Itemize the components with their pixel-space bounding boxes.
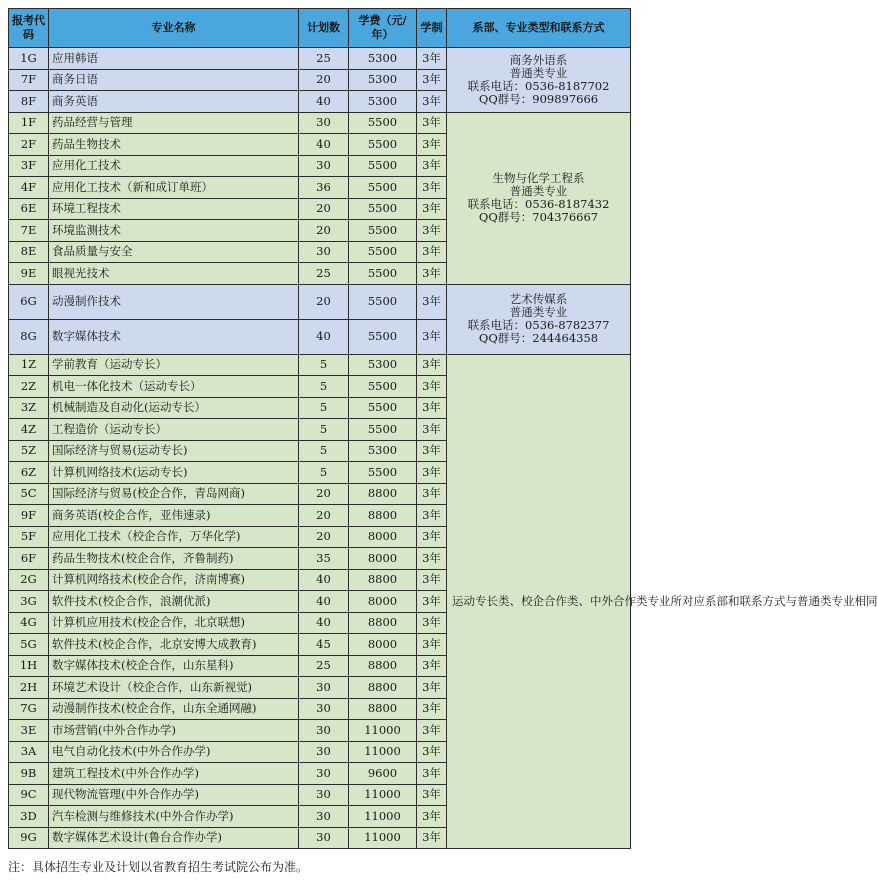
row-years: 3年 [417,784,447,806]
row-code: 7G [9,698,49,720]
row-fee: 5500 [349,198,417,220]
enrollment-plan-table [8,8,878,849]
row-plan: 20 [299,505,349,527]
row-major: 商务日语 [49,69,299,91]
row-fee: 5500 [349,241,417,263]
row-code: 2F [9,134,49,156]
header-major: 专业名称 [49,9,299,48]
row-years: 3年 [417,319,447,354]
row-fee: 8000 [349,634,417,656]
dept-info-cell [447,354,878,849]
row-code: 2G [9,569,49,591]
row-plan: 20 [299,69,349,91]
row-code: 1F [9,112,49,134]
table-header-row [9,9,631,48]
row-plan: 20 [299,198,349,220]
row-fee: 5500 [349,134,417,156]
row-plan: 5 [299,354,349,376]
row-code: 8G [9,319,49,354]
row-plan: 5 [299,397,349,419]
row-years: 3年 [417,284,447,319]
row-major: 机械制造及自动化(运动专长） [49,397,299,419]
dept-name: 艺术传媒系 [509,292,568,306]
row-years: 3年 [417,720,447,742]
row-fee: 5500 [349,319,417,354]
row-fee: 8800 [349,505,417,527]
row-major: 食品质量与安全 [49,241,299,263]
row-plan: 40 [299,319,349,354]
dept-phone: 联系电话：0536-8187702 [467,78,610,93]
row-plan: 30 [299,763,349,785]
row-fee: 8800 [349,677,417,699]
row-plan: 20 [299,284,349,319]
row-plan: 25 [299,48,349,70]
row-plan: 40 [299,134,349,156]
dept-info-cell [447,48,631,113]
row-plan: 36 [299,177,349,199]
table-row [9,112,631,134]
row-plan: 25 [299,655,349,677]
row-code: 1H [9,655,49,677]
row-major: 机电一体化技术（运动专长） [49,376,299,398]
row-code: 1G [9,48,49,70]
header-code: 报考代码 [9,9,49,48]
row-years: 3年 [417,591,447,613]
row-plan: 25 [299,263,349,285]
header-fee: 学费（元/年） [349,9,417,48]
row-fee: 5300 [349,440,417,462]
row-years: 3年 [417,440,447,462]
row-major: 计算机应用技术(校企合作，北京联想) [49,612,299,634]
row-plan: 5 [299,376,349,398]
row-plan: 30 [299,241,349,263]
row-major: 应用化工技术 [49,155,299,177]
row-code: 4Z [9,419,49,441]
row-years: 3年 [417,569,447,591]
row-code: 3E [9,720,49,742]
row-years: 3年 [417,263,447,285]
row-code: 3D [9,806,49,828]
row-years: 3年 [417,177,447,199]
row-code: 3G [9,591,49,613]
row-major: 应用化工技术（校企合作，万华化学) [49,526,299,548]
row-code: 5F [9,526,49,548]
row-major: 软件技术(校企合作，北京安博大成教育) [49,634,299,656]
dept-qq: QQ群号：704376667 [478,210,599,224]
row-years: 3年 [417,198,447,220]
row-years: 3年 [417,526,447,548]
row-fee: 5300 [349,48,417,70]
row-major: 商务英语(校企合作，亚伟速录) [49,505,299,527]
table-row [9,48,631,70]
row-code: 5Z [9,440,49,462]
row-major: 学前教育（运动专长） [49,354,299,376]
row-fee: 5500 [349,263,417,285]
row-plan: 35 [299,548,349,570]
row-fee: 5500 [349,220,417,242]
row-years: 3年 [417,91,447,113]
row-major: 动漫制作技术(校企合作，山东全通网融) [49,698,299,720]
row-major: 数字媒体艺术设计(鲁台合作办学) [49,827,299,849]
dept-qq: QQ群号：244464358 [478,331,599,345]
row-fee: 8000 [349,526,417,548]
footnote: 注：具体招生专业及计划以省教育招生考试院公布为准。 [8,860,309,874]
row-plan: 40 [299,91,349,113]
row-fee: 5500 [349,177,417,199]
row-fee: 8800 [349,569,417,591]
row-major: 药品经营与管理 [49,112,299,134]
row-years: 3年 [417,134,447,156]
row-code: 7F [9,69,49,91]
row-years: 3年 [417,634,447,656]
row-major: 汽车检测与维修技术(中外合作办学) [49,806,299,828]
row-code: 9B [9,763,49,785]
row-plan: 40 [299,591,349,613]
row-major: 计算机网络技术(运动专长) [49,462,299,484]
row-major: 眼视光技术 [49,263,299,285]
row-code: 8F [9,91,49,113]
row-years: 3年 [417,655,447,677]
row-major: 电气自动化技术(中外合作办学) [49,741,299,763]
row-major: 现代物流管理(中外合作办学) [49,784,299,806]
row-years: 3年 [417,112,447,134]
dept-info-cell [447,112,631,284]
row-fee: 9600 [349,763,417,785]
row-major: 数字媒体技术(校企合作，山东星科) [49,655,299,677]
row-code: 4G [9,612,49,634]
row-years: 3年 [417,505,447,527]
dept-type: 普通类专业 [509,184,568,198]
dept-type: 普通类专业 [509,305,568,319]
row-major: 环境艺术设计（校企合作，山东新视觉) [49,677,299,699]
row-plan: 20 [299,526,349,548]
row-years: 3年 [417,677,447,699]
table-row [9,354,631,376]
row-years: 3年 [417,48,447,70]
row-major: 动漫制作技术 [49,284,299,319]
row-years: 3年 [417,483,447,505]
row-fee: 5300 [349,69,417,91]
dept-note: 运动专长类、校企合作类、中外合作类专业所对应系部和联系方式与普通类专业相同 [452,593,878,608]
row-years: 3年 [417,763,447,785]
row-code: 3F [9,155,49,177]
row-code: 9C [9,784,49,806]
row-years: 3年 [417,354,447,376]
row-fee: 5500 [349,419,417,441]
row-plan: 45 [299,634,349,656]
row-years: 3年 [417,397,447,419]
row-fee: 5500 [349,462,417,484]
row-fee: 8800 [349,698,417,720]
row-years: 3年 [417,155,447,177]
row-fee: 5500 [349,397,417,419]
row-code: 1Z [9,354,49,376]
row-fee: 8000 [349,548,417,570]
row-fee: 11000 [349,741,417,763]
row-plan: 30 [299,784,349,806]
row-plan: 30 [299,806,349,828]
row-plan: 20 [299,220,349,242]
dept-phone: 联系电话：0536-8782377 [467,318,610,332]
row-major: 药品生物技术 [49,134,299,156]
row-major: 工程造价（运动专长） [49,419,299,441]
row-years: 3年 [417,827,447,849]
row-years: 3年 [417,548,447,570]
row-plan: 30 [299,741,349,763]
row-fee: 5500 [349,155,417,177]
row-fee: 5500 [349,112,417,134]
row-major: 软件技术(校企合作，浪潮优派) [49,591,299,613]
row-code: 5G [9,634,49,656]
row-major: 计算机网络技术(校企合作，济南博赛) [49,569,299,591]
row-code: 6E [9,198,49,220]
row-code: 9G [9,827,49,849]
row-code: 9F [9,505,49,527]
header-years: 学制 [417,9,447,48]
header-dept: 系部、专业类型和联系方式 [447,9,631,48]
dept-qq: QQ群号：909897666 [478,91,599,106]
dept-info-cell [447,284,631,354]
row-years: 3年 [417,741,447,763]
row-major: 商务英语 [49,91,299,113]
row-fee: 11000 [349,784,417,806]
header-plan: 计划数 [299,9,349,48]
row-plan: 30 [299,677,349,699]
row-years: 3年 [417,419,447,441]
dept-phone: 联系电话：0536-8187432 [467,197,610,211]
row-plan: 40 [299,569,349,591]
row-code: 5C [9,483,49,505]
row-plan: 30 [299,720,349,742]
row-major: 数字媒体技术 [49,319,299,354]
row-plan: 5 [299,462,349,484]
row-years: 3年 [417,612,447,634]
table-row [9,284,631,319]
row-years: 3年 [417,241,447,263]
row-years: 3年 [417,698,447,720]
dept-name: 商务外语系 [509,52,568,67]
row-plan: 30 [299,698,349,720]
row-major: 建筑工程技术(中外合作办学) [49,763,299,785]
row-plan: 5 [299,440,349,462]
row-fee: 5500 [349,284,417,319]
row-years: 3年 [417,220,447,242]
dept-name: 生物与化学工程系 [492,171,585,185]
row-fee: 8000 [349,591,417,613]
row-code: 8E [9,241,49,263]
row-fee: 5300 [349,354,417,376]
row-fee: 8800 [349,483,417,505]
row-major: 国际经济与贸易(校企合作，青岛网商) [49,483,299,505]
row-major: 应用化工技术（新和成订单班） [49,177,299,199]
row-plan: 40 [299,612,349,634]
row-plan: 30 [299,155,349,177]
row-code: 9E [9,263,49,285]
row-code: 3A [9,741,49,763]
row-major: 环境工程技术 [49,198,299,220]
row-code: 4F [9,177,49,199]
dept-type: 普通类专业 [509,65,568,80]
row-major: 应用韩语 [49,48,299,70]
row-fee: 11000 [349,806,417,828]
row-years: 3年 [417,462,447,484]
row-plan: 5 [299,419,349,441]
row-plan: 20 [299,483,349,505]
row-major: 药品生物技术(校企合作，齐鲁制药) [49,548,299,570]
row-plan: 30 [299,827,349,849]
row-code: 7E [9,220,49,242]
row-major: 国际经济与贸易(运动专长) [49,440,299,462]
row-code: 6F [9,548,49,570]
row-fee: 11000 [349,827,417,849]
row-plan: 30 [299,112,349,134]
row-code: 2H [9,677,49,699]
row-fee: 5500 [349,376,417,398]
row-fee: 5300 [349,91,417,113]
row-fee: 8800 [349,655,417,677]
row-code: 3Z [9,397,49,419]
row-code: 6Z [9,462,49,484]
row-years: 3年 [417,69,447,91]
row-code: 2Z [9,376,49,398]
row-major: 市场营销(中外合作办学) [49,720,299,742]
row-code: 6G [9,284,49,319]
row-major: 环境监测技术 [49,220,299,242]
row-years: 3年 [417,806,447,828]
row-fee: 8800 [349,612,417,634]
row-years: 3年 [417,376,447,398]
row-fee: 11000 [349,720,417,742]
